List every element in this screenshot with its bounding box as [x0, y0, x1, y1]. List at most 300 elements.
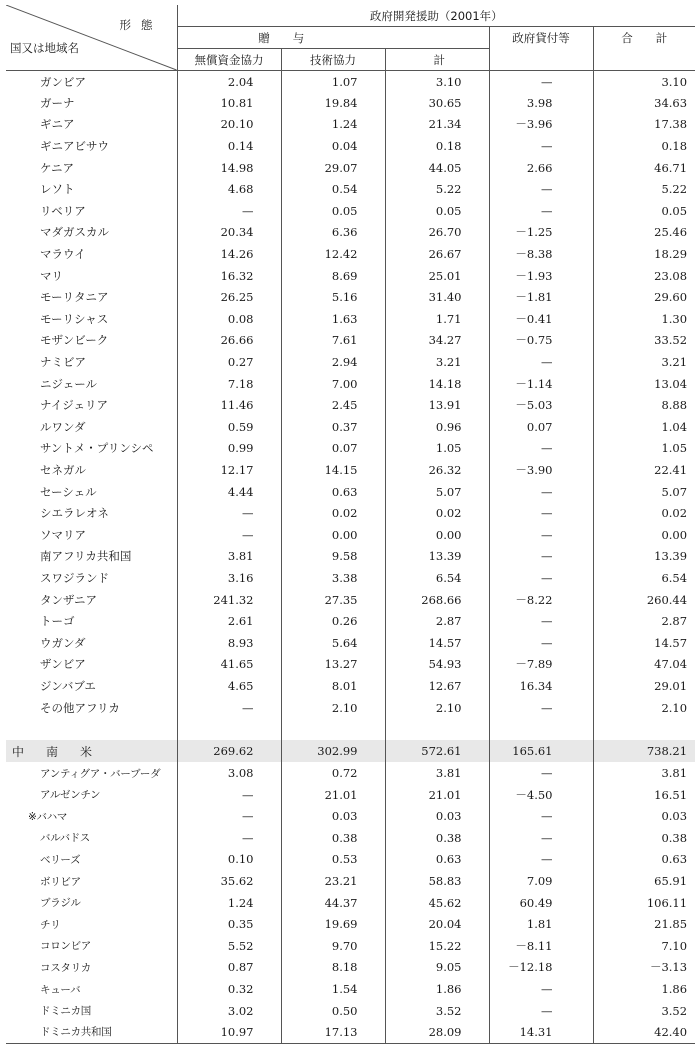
total-cell: 2.10	[593, 697, 695, 719]
tech-coop-cell: 5.16	[281, 286, 385, 308]
subtotal-cell: 14.57	[385, 632, 489, 654]
region-name: 中南米	[6, 740, 177, 762]
table-row	[6, 157, 695, 179]
total-cell: 1.30	[593, 308, 695, 330]
table-row	[6, 373, 695, 395]
country-name: チリ	[6, 913, 177, 935]
total-cell: 7.10	[593, 935, 695, 957]
country-name: コロンビア	[6, 935, 177, 957]
loans-cell: －7.89	[489, 654, 593, 676]
country-name: アンティグア・バーブーダ	[6, 762, 177, 784]
table-row	[6, 92, 695, 114]
total-cell: 65.91	[593, 870, 695, 892]
tech-coop-cell: 21.01	[281, 784, 385, 806]
table-row	[6, 654, 695, 676]
subtotal-cell: 25.01	[385, 265, 489, 287]
total-cell: 13.04	[593, 373, 695, 395]
total-cell: 2.87	[593, 610, 695, 632]
subtotal-cell: 26.67	[385, 243, 489, 265]
loans-cell: 16.34	[489, 675, 593, 697]
loans-cell: —	[489, 632, 593, 654]
subtotal-cell: 0.38	[385, 827, 489, 849]
country-name: ※バハマ	[6, 806, 177, 828]
grant-aid-cell: —	[242, 809, 254, 824]
table-row	[6, 459, 695, 481]
country-name: モザンビーク	[6, 330, 177, 352]
loans-cell: —	[489, 806, 593, 828]
subtotal-cell: 44.05	[385, 157, 489, 179]
tech-coop-cell: 0.02	[281, 502, 385, 524]
tech-coop-cell: 0.26	[281, 610, 385, 632]
form-label: 形態	[119, 18, 163, 32]
grant-aid-cell: 4.68	[227, 182, 254, 197]
total-cell: 29.01	[593, 675, 695, 697]
tech-coop-cell: 19.84	[281, 92, 385, 114]
subtotal-cell: 0.63	[385, 849, 489, 871]
loans-cell: －12.18	[489, 957, 593, 979]
subtotal-cell: 45.62	[385, 892, 489, 914]
grant-aid-cell: 2.04	[227, 74, 254, 89]
tech-coop-cell: 0.04	[281, 135, 385, 157]
table-row	[6, 286, 695, 308]
tech-coop-cell: 9.58	[281, 546, 385, 568]
total-cell: 0.63	[593, 849, 695, 871]
table-row	[6, 546, 695, 568]
grant-aid-cell: 12.17	[220, 462, 254, 477]
subtotal-cell: 0.03	[385, 806, 489, 828]
grant-aid-cell: 26.66	[220, 333, 254, 348]
total-cell: 21.85	[593, 913, 695, 935]
country-name: ウガンダ	[6, 632, 177, 654]
total-cell: 16.51	[593, 784, 695, 806]
subtotal-cell: 20.04	[385, 913, 489, 935]
tech-coop-cell: 2.45	[281, 394, 385, 416]
tech-coop-cell: 8.69	[281, 265, 385, 287]
total-cell: 3.52	[593, 1000, 695, 1022]
loans-cell: —	[489, 438, 593, 460]
total-cell: 29.60	[593, 286, 695, 308]
loans-cell: －8.38	[489, 243, 593, 265]
country-name: ソマリア	[6, 524, 177, 546]
total-cell: 47.04	[593, 654, 695, 676]
total-cell: 46.71	[593, 157, 695, 179]
loans-cell: —	[489, 135, 593, 157]
grant-aid-cell: 35.62	[220, 874, 254, 889]
total-cell: 18.29	[593, 243, 695, 265]
country-name: リベリア	[6, 200, 177, 222]
total-cell: 0.05	[593, 200, 695, 222]
subtotal-cell: 3.81	[385, 762, 489, 784]
subtotal-cell: 21.34	[385, 114, 489, 136]
grant-label: 贈 与	[177, 27, 385, 49]
latin-america-section	[6, 762, 695, 1043]
loans-cell: —	[489, 481, 593, 503]
country-name: スワジランド	[6, 567, 177, 589]
total-cell: 34.63	[593, 92, 695, 114]
tech-coop-cell: 8.01	[281, 675, 385, 697]
subtotal-cell: 34.27	[385, 330, 489, 352]
country-name: ジンバブエ	[6, 675, 177, 697]
tech-coop-cell: 3.38	[281, 567, 385, 589]
tech-coop-cell: 0.50	[281, 1000, 385, 1022]
table-row	[6, 589, 695, 611]
subtotal-cell: 1.71	[385, 308, 489, 330]
country-name: モーリタニア	[6, 286, 177, 308]
country-name: ガーナ	[6, 92, 177, 114]
tech-coop-cell: 1.24	[281, 114, 385, 136]
tech-coop-cell: 0.07	[281, 438, 385, 460]
subtotal-cell: 30.65	[385, 92, 489, 114]
tech-coop-cell: 2.10	[281, 697, 385, 719]
tech-coop-cell: 0.03	[281, 806, 385, 828]
grant-aid-cell: 10.81	[220, 95, 254, 110]
tech-coop-cell: 9.70	[281, 935, 385, 957]
grant-aid-cell: 3.16	[227, 570, 254, 585]
table-row	[6, 762, 695, 784]
table-row	[6, 524, 695, 546]
grant-aid-cell: —	[242, 787, 254, 802]
subtotal-cell: 3.21	[385, 351, 489, 373]
country-name: ルワンダ	[6, 416, 177, 438]
grant-aid-cell: 14.98	[220, 160, 254, 175]
table-row	[6, 394, 695, 416]
grant-aid-cell: 0.87	[227, 960, 254, 975]
country-name: ドミニカ共和国	[6, 1021, 177, 1043]
grant-aid-cell: 0.08	[227, 311, 254, 326]
tech-coop-cell: 0.05	[281, 200, 385, 222]
loans-cell: —	[489, 502, 593, 524]
loans-cell: －0.75	[489, 330, 593, 352]
grant-aid-cell: 2.61	[227, 614, 254, 629]
subtotal-cell: 5.07	[385, 481, 489, 503]
grant-aid-cell: 4.65	[227, 678, 254, 693]
total-cell: 260.44	[593, 589, 695, 611]
table-row	[6, 481, 695, 503]
table-row	[6, 784, 695, 806]
table-row	[6, 351, 695, 373]
grant-aid-cell: —	[242, 527, 254, 542]
table-row	[6, 438, 695, 460]
total-cell: 5.07	[593, 481, 695, 503]
region-label: 国又は地域名	[10, 41, 79, 55]
tech-coop-cell: 5.64	[281, 632, 385, 654]
country-name: サントメ・プリンシペ	[6, 438, 177, 460]
tech-coop-label: 技術協力	[281, 49, 385, 71]
subtotal-cell: 9.05	[385, 957, 489, 979]
table-row	[6, 135, 695, 157]
table-row	[6, 892, 695, 914]
tech-coop-cell: 302.99	[281, 740, 385, 762]
country-name: ザンビア	[6, 654, 177, 676]
subtotal-cell: 0.02	[385, 502, 489, 524]
grant-aid-cell: 5.52	[227, 938, 254, 953]
africa-section	[6, 71, 695, 719]
total-cell: 42.40	[593, 1021, 695, 1043]
subtotal-cell: 15.22	[385, 935, 489, 957]
tech-coop-cell: 23.21	[281, 870, 385, 892]
subtotal-cell: 3.52	[385, 1000, 489, 1022]
total-cell: 3.81	[593, 762, 695, 784]
country-name: ボリビア	[6, 870, 177, 892]
grant-aid-cell: 0.32	[227, 982, 254, 997]
country-name: その他アフリカ	[6, 697, 177, 719]
table-row	[6, 265, 695, 287]
total-cell: 1.86	[593, 978, 695, 1000]
country-name: トーゴ	[6, 610, 177, 632]
country-name: アルゼンチン	[6, 784, 177, 806]
subtotal-cell: 28.09	[385, 1021, 489, 1043]
grant-aid-cell: 41.65	[220, 657, 254, 672]
tech-coop-cell: 0.00	[281, 524, 385, 546]
total-cell: 0.18	[593, 135, 695, 157]
loans-cell: —	[489, 697, 593, 719]
loans-cell: —	[489, 178, 593, 200]
grant-aid-cell: 20.10	[220, 117, 254, 132]
region-row-latin-america	[6, 740, 695, 762]
subtotal-cell: 3.10	[385, 71, 489, 93]
country-name: ブラジル	[6, 892, 177, 914]
subtotal-cell: 0.18	[385, 135, 489, 157]
loans-cell: －5.03	[489, 394, 593, 416]
subtotal-cell: 14.18	[385, 373, 489, 395]
total-cell: 0.00	[593, 524, 695, 546]
tech-coop-cell: 2.94	[281, 351, 385, 373]
subtotal-header-top	[385, 27, 489, 49]
table-row	[6, 330, 695, 352]
total-cell: 25.46	[593, 222, 695, 244]
tech-coop-cell: 6.36	[281, 222, 385, 244]
country-name: ケニア	[6, 157, 177, 179]
subtotal-cell: 1.05	[385, 438, 489, 460]
tech-coop-cell: 7.00	[281, 373, 385, 395]
grant-aid-cell: —	[242, 506, 254, 521]
subtotal-cell: 13.91	[385, 394, 489, 416]
loans-cell: —	[489, 71, 593, 93]
country-name: ナイジェリア	[6, 394, 177, 416]
grant-aid-cell: 269.62	[213, 744, 254, 759]
loans-cell: 3.98	[489, 92, 593, 114]
table-row	[6, 178, 695, 200]
total-cell: 0.02	[593, 502, 695, 524]
table-row	[6, 675, 695, 697]
total-cell: 8.88	[593, 394, 695, 416]
table-row	[6, 308, 695, 330]
table-row	[6, 222, 695, 244]
table-row	[6, 114, 695, 136]
country-name: セネガル	[6, 459, 177, 481]
country-name: ドミニカ国	[6, 1000, 177, 1022]
table-row	[6, 935, 695, 957]
tech-coop-cell: 1.07	[281, 71, 385, 93]
tech-coop-cell: 1.54	[281, 978, 385, 1000]
country-name: ベリーズ	[6, 849, 177, 871]
grant-aid-cell: 0.99	[227, 441, 254, 456]
oda-table	[6, 5, 695, 1044]
total-cell: 23.08	[593, 265, 695, 287]
total-cell: 6.54	[593, 567, 695, 589]
tech-coop-cell: 13.27	[281, 654, 385, 676]
total-cell: 106.11	[593, 892, 695, 914]
tech-coop-cell: 8.18	[281, 957, 385, 979]
subtotal-cell: 572.61	[385, 740, 489, 762]
total-cell: 1.05	[593, 438, 695, 460]
grant-aid-cell: —	[242, 830, 254, 845]
total-cell: －3.13	[593, 957, 695, 979]
loans-cell: －3.96	[489, 114, 593, 136]
tech-coop-cell: 0.37	[281, 416, 385, 438]
country-name: ギニア	[6, 114, 177, 136]
loans-cell: －1.14	[489, 373, 593, 395]
country-name: モーリシャス	[6, 308, 177, 330]
loans-cell: —	[489, 978, 593, 1000]
grant-aid-cell: 20.34	[220, 225, 254, 240]
grant-aid-cell: 4.44	[227, 484, 254, 499]
tech-coop-cell: 0.63	[281, 481, 385, 503]
grant-aid-cell: 1.24	[227, 895, 254, 910]
grant-aid-cell: —	[242, 203, 254, 218]
country-name: シエラレオネ	[6, 502, 177, 524]
table-row	[6, 913, 695, 935]
grant-aid-cell: 26.25	[220, 290, 254, 305]
country-name: マラウイ	[6, 243, 177, 265]
subtotal-cell: 0.05	[385, 200, 489, 222]
tech-coop-cell: 1.63	[281, 308, 385, 330]
table-row	[6, 806, 695, 828]
grant-aid-cell: 16.32	[220, 268, 254, 283]
tech-coop-cell: 17.13	[281, 1021, 385, 1043]
grant-aid-cell: 8.93	[227, 635, 254, 650]
total-cell: 14.57	[593, 632, 695, 654]
header-corner-cell	[6, 5, 177, 71]
loans-cell: －4.50	[489, 784, 593, 806]
total-cell: 5.22	[593, 178, 695, 200]
subtotal-cell: 54.93	[385, 654, 489, 676]
subtotal-cell: 31.40	[385, 286, 489, 308]
subtotal-cell: 21.01	[385, 784, 489, 806]
loans-cell: 14.31	[489, 1021, 593, 1043]
subtotal-cell: 1.86	[385, 978, 489, 1000]
country-name: マリ	[6, 265, 177, 287]
country-name: セーシェル	[6, 481, 177, 503]
total-cell: 738.21	[593, 740, 695, 762]
country-name: ギニアビサウ	[6, 135, 177, 157]
table-row	[6, 71, 695, 93]
table-row	[6, 502, 695, 524]
subtotal-cell: 2.10	[385, 697, 489, 719]
grant-aid-cell: 14.26	[220, 247, 254, 262]
loans-cell: －1.25	[489, 222, 593, 244]
grant-aid-cell: 3.81	[227, 549, 254, 564]
grant-aid-cell: 0.59	[227, 419, 254, 434]
total-cell: 0.03	[593, 806, 695, 828]
grant-aid-cell: 3.08	[227, 766, 254, 781]
loans-cell: －1.81	[489, 286, 593, 308]
loans-cell: －0.41	[489, 308, 593, 330]
loans-cell: —	[489, 524, 593, 546]
subtotal-label: 計	[385, 49, 489, 71]
loans-cell: —	[489, 610, 593, 632]
table-row	[6, 849, 695, 871]
country-name: マダガスカル	[6, 222, 177, 244]
table-row	[6, 243, 695, 265]
subtotal-cell: 6.54	[385, 567, 489, 589]
tech-coop-cell: 0.53	[281, 849, 385, 871]
grant-aid-cell: 7.18	[227, 376, 254, 391]
subtotal-cell: 12.67	[385, 675, 489, 697]
tech-coop-cell: 14.15	[281, 459, 385, 481]
grant-aid-cell: 0.35	[227, 917, 254, 932]
loans-cell: 165.61	[489, 740, 593, 762]
oda-title: 政府開発援助（2001年）	[177, 5, 695, 27]
loans-cell: 7.09	[489, 870, 593, 892]
loans-cell: －1.93	[489, 265, 593, 287]
loans-cell: —	[489, 200, 593, 222]
total-cell: 3.21	[593, 351, 695, 373]
loans-cell: —	[489, 546, 593, 568]
grant-aid-cell: 0.14	[227, 139, 254, 154]
total-cell: 13.39	[593, 546, 695, 568]
loans-label: 政府貸付等	[489, 27, 593, 71]
total-cell: 17.38	[593, 114, 695, 136]
table-row	[6, 416, 695, 438]
grant-aid-cell: 0.27	[227, 355, 254, 370]
tech-coop-cell: 0.54	[281, 178, 385, 200]
loans-cell: －8.22	[489, 589, 593, 611]
country-name: 南アフリカ共和国	[6, 546, 177, 568]
tech-coop-cell: 12.42	[281, 243, 385, 265]
tech-coop-cell: 0.72	[281, 762, 385, 784]
diagonal-line	[6, 5, 177, 70]
loans-cell: －8.11	[489, 935, 593, 957]
subtotal-cell: 26.32	[385, 459, 489, 481]
tech-coop-cell: 29.07	[281, 157, 385, 179]
loans-cell: —	[489, 567, 593, 589]
total-cell: 3.10	[593, 71, 695, 93]
subtotal-cell: 268.66	[385, 589, 489, 611]
country-name: バルバドス	[6, 827, 177, 849]
country-name: コスタリカ	[6, 957, 177, 979]
country-name: レソト	[6, 178, 177, 200]
country-name: キューバ	[6, 978, 177, 1000]
table-row	[6, 632, 695, 654]
table-row	[6, 978, 695, 1000]
tech-coop-cell: 27.35	[281, 589, 385, 611]
latin-america-summary	[6, 718, 695, 762]
tech-coop-cell: 44.37	[281, 892, 385, 914]
country-name: ナミビア	[6, 351, 177, 373]
tech-coop-cell: 7.61	[281, 330, 385, 352]
loans-cell: －3.90	[489, 459, 593, 481]
grant-aid-cell: 241.32	[213, 592, 254, 607]
table-row	[6, 567, 695, 589]
table-row	[6, 697, 695, 719]
total-label: 合 計	[593, 27, 695, 71]
tech-coop-cell: 0.38	[281, 827, 385, 849]
subtotal-cell: 13.39	[385, 546, 489, 568]
loans-cell: —	[489, 351, 593, 373]
table-row	[6, 827, 695, 849]
subtotal-cell: 58.83	[385, 870, 489, 892]
total-cell: 33.52	[593, 330, 695, 352]
grant-aid-cell: 3.02	[227, 1003, 254, 1018]
subtotal-cell: 5.22	[385, 178, 489, 200]
grant-aid-label: 無償資金協力	[177, 49, 281, 71]
loans-cell: —	[489, 827, 593, 849]
country-name: ニジェール	[6, 373, 177, 395]
subtotal-cell: 0.96	[385, 416, 489, 438]
loans-cell: 1.81	[489, 913, 593, 935]
country-name: ガンビア	[6, 71, 177, 93]
